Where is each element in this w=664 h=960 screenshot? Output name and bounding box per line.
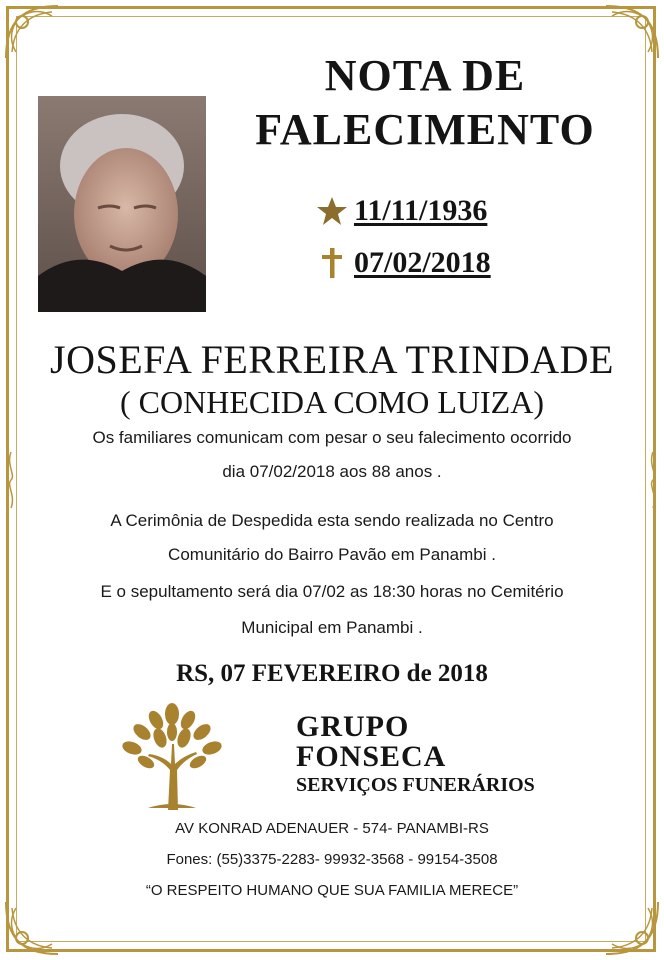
corner-ornament-icon [602,898,662,958]
deceased-name: JOSEFA FERREIRA TRINDADE [50,337,614,382]
announcement-line: A Cerimônia de Despedida esta sendo realizada no Centro [110,511,554,530]
announcement-line: Municipal em Panambi . [241,618,423,637]
company-name-line2: FONSECA [296,740,447,773]
announcement-line: Os familiares comunicam com pesar o seu falecimento ocorrido [92,428,572,447]
announcement-line: Comunitário do Bairro Pavão em Panambi . [168,545,496,564]
birth-date: 11/11/1936 [354,194,488,227]
company-slogan: “O RESPEITO HUMANO QUE SUA FAMILIA MERECE” [145,882,519,899]
announcement-line: E o sepultamento será dia 07/02 as 18:30 horas no Cemitério [100,582,564,601]
company-address: AV KONRAD ADENAUER - 574- PANAMBI-RS [175,820,489,837]
page-title-line1: NOTA DE [324,51,526,100]
tree-logo-icon [118,700,226,810]
company-name-line1: GRUPO [296,710,410,743]
cross-icon [316,247,348,279]
death-date-row [316,246,491,280]
birth-date-row [316,194,487,228]
corner-ornament-icon [602,2,662,62]
company-phones: Fones: (55)3375-2283- 99932-3568 - 99154-3508 [166,851,498,868]
announcement-line: dia 07/02/2018 aos 88 anos . [222,462,442,481]
deceased-nickname: ( CONHECIDA COMO LUIZA) [120,384,544,420]
side-ornament-icon [4,450,18,510]
corner-ornament-icon [2,2,62,62]
deceased-portrait-photo [38,96,206,312]
page-title-line2: FALECIMENTO [255,105,595,154]
death-date: 07/02/2018 [354,246,491,279]
company-tagline: SERVIÇOS FUNERÁRIOS [296,774,535,796]
place-and-date: RS, 07 FEVEREIRO de 2018 [176,660,488,687]
side-ornament-icon [646,450,660,510]
star-icon [316,195,348,227]
corner-ornament-icon [2,898,62,958]
